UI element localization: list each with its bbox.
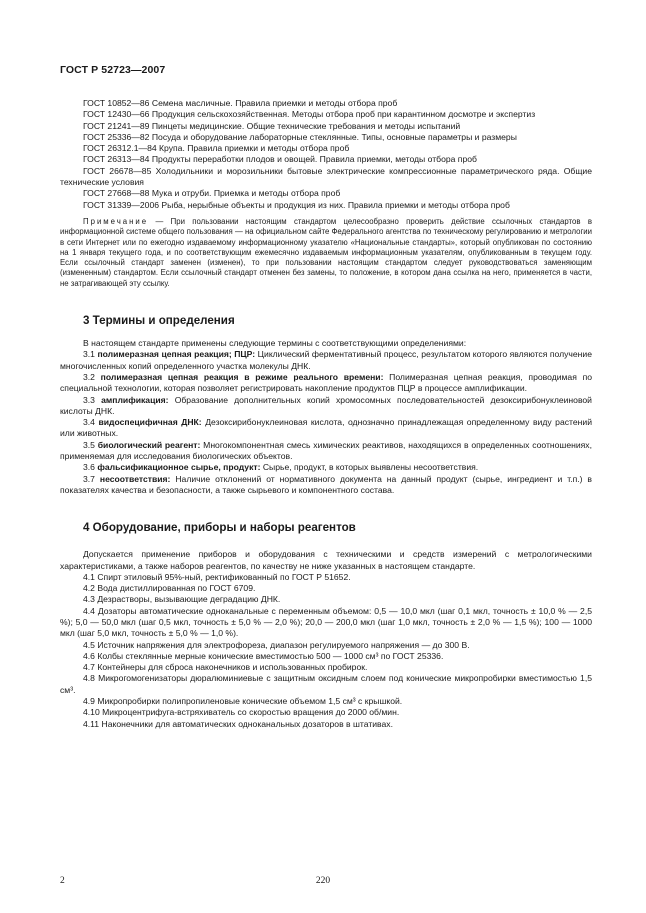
sheet-number: 220	[315, 876, 331, 886]
reference-item: ГОСТ 12430—66 Продукция сельскохозяйственная. Методы отбора проб при карантинном досмотре и экспертиз	[83, 109, 536, 120]
term-item: 3.4 видоспецифичная ДНК: Дезоксирибонуклеиновая кислота, однозначно принадлежащая определенному виду растений или животных.	[60, 417, 592, 439]
term-name: амплификация:	[101, 394, 169, 405]
equipment-item: 4.10 Микроцентрифуга-встряхиватель со скоростью вращения до 2000 об/мин.	[83, 707, 400, 718]
term-item: 3.7 несоответствия: Наличие отклонений от нормативного документа на данный продукт (сырье, ингредиент и т.п.) в показателях качества и безопасности, а также сырьевого и компонентного состава.	[60, 473, 592, 495]
section-4-body	[60, 549, 592, 730]
reference-item: ГОСТ 26678—85 Холодильники и морозильники бытовые электрические компрессионные параметрического ряда. Общие технические условия	[60, 165, 593, 188]
reference-item: ГОСТ 31339—2006 Рыба, нерыбные объекты и продукция из них. Правила приемки и методы отбора проб	[83, 199, 510, 210]
term-item: 3.6 фальсификационное сырье, продукт: Сырье, продукт, в которых выявлены несоответствия.	[83, 462, 479, 473]
section-3-heading: 3 Термины и определения	[83, 314, 235, 328]
term-item: 3.1 полимеразная цепная реакция; ПЦР: Циклический ферментативный процесс, результатом которого являются получение многочисленных копий определенного участка молекулы ДНК.	[60, 349, 592, 371]
term-name: несоответствия:	[99, 473, 171, 484]
term-name: полимеразная цепная реакция в режиме реального времени:	[100, 371, 384, 382]
term-name: полимеразная цепная реакция; ПЦР:	[97, 349, 256, 360]
term-item: 3.2 полимеразная цепная реакция в режиме реального времени: Полимеразная цепная реакция, проводимая по специальной технологии, которая позволяет регистрировать накопление продуктов ПЦР в процессе амплификации.	[60, 371, 593, 394]
page-number: 2	[60, 876, 65, 886]
note-paragraph	[60, 217, 592, 289]
term-name: видоспецифичная ДНК:	[98, 417, 202, 428]
term-item: 3.5 биологический реагент: Многокомпонентная смесь химических реактивов, находящихся в определенных соотношениях, применяемая для исследования биологических объектов.	[60, 439, 592, 462]
equipment-item: 4.6 Колбы стеклянные мерные конические вместимостью 500 — 1000 см³ по ГОСТ 25336.	[83, 650, 444, 661]
equipment-item: 4.3 Дезрастворы, вызывающие деградацию ДНК.	[83, 594, 281, 605]
equipment-item: 4.2 Вода дистиллированная по ГОСТ 6709.	[83, 583, 256, 594]
document-header: ГОСТ Р 52723—2007	[60, 64, 166, 76]
section-4-heading: 4 Оборудование, приборы и наборы реагентов	[83, 521, 356, 535]
references-list	[60, 98, 592, 211]
equipment-item: 4.4 Дозаторы автоматические одноканальные с переменным объемом: 0,5 — 10,0 мкл (шаг 0,1 мкл, точность ± 10,0 % — 2,5 %); 5,0 — 50,0 мкл (шаг 0,5 мкл, точность ± 5,0 % — 2,0 %); 20,0 — 200,0 мкл (шаг 1,0 мкл, точность ± 2,0 % — 1,5 %); 100 — 1000 мкл (шаг 5,0 мкл, точность ± 5,0 % — 1,0 %).	[60, 605, 592, 639]
term-name: фальсификационное сырье, продукт:	[97, 462, 261, 473]
equipment-item: 4.1 Спирт этиловый 95%-ный, ректификованный по ГОСТ Р 51652.	[83, 571, 351, 582]
term-name: биологический реагент:	[97, 439, 201, 450]
reference-item: ГОСТ 26312.1—84 Крупа. Правила приемки и методы отбора проб	[83, 143, 350, 154]
reference-item: ГОСТ 21241—89 Пинцеты медицинские. Общие технические требования и методы испытаний	[83, 120, 461, 131]
term-item: 3.3 амплификация: Образование дополнительных копий хромосомных последовательностей дезоксирибонуклеиновой кислоты ДНК.	[60, 394, 592, 416]
equipment-item: 4.5 Источник напряжения для электрофореза, диапазон регулируемого напряжения — до 300 В.	[83, 639, 470, 650]
equipment-item: 4.11 Наконечники для автоматических одноканальных дозаторов в штативах.	[83, 718, 393, 729]
equipment-item: 4.7 Контейнеры для сброса наконечников и использованных пробирок.	[83, 662, 368, 673]
reference-item: ГОСТ 25336—82 Посуда и оборудование лабораторные стеклянные. Типы, основные параметры и размеры	[83, 131, 517, 142]
document-body	[60, 98, 592, 730]
section-3-body	[60, 338, 592, 496]
reference-item: ГОСТ 10852—86 Семена масличные. Правила приемки и методы отбора проб	[83, 98, 398, 108]
reference-item: ГОСТ 27668—88 Мука и отруби. Приемка и методы отбора проб	[83, 188, 341, 199]
note-label: Примечание	[83, 216, 149, 226]
section-4-intro: Допускается применение приборов и оборудования с техническими и средств измерений с метрологическими характеристиками, а также наборов реагентов, по качеству не ниже указанных в настоящем стандарте.	[60, 549, 592, 571]
equipment-item: 4.8 Микрогомогенизаторы дюралюминиевые с защитным оксидным слоем под конические микропробирки вместимостью 1,5 см³.	[60, 673, 592, 695]
reference-item: ГОСТ 26313—84 Продукты переработки плодов и овощей. Правила приемки, методы отбора проб	[83, 154, 477, 165]
section-3-intro: В настоящем стандарте применены следующие термины с соответствующими определениями:	[83, 338, 467, 349]
note-text: — При пользовании настоящим стандартом целесообразно проверить действие ссылочных стандартов в информационной системе общего пользования — на официальном сайте Федерального агентства по техническому регулированию и метрологии в сети Интернет или по ежегодно издаваемому информационному указателю «Национальные стандарты», который опубликован по состоянию на 1 января текущего года, и по соответствующим ежемесячно издаваемым информационным указателям, опубликованным в текущем году. Если ссылочный стандарт заменен (изменен), то при пользовании настоящим стандартом следует руководствоваться заменяющим (измененным) стандартом. Если ссылочный стандарт отменен без замены, то положение, в котором дана ссылка на него, применяется в части, не затрагивающей эту ссылку.	[60, 216, 592, 288]
equipment-item: 4.9 Микропробирки полипропиленовые конические объемом 1,5 см³ с крышкой.	[83, 696, 403, 707]
